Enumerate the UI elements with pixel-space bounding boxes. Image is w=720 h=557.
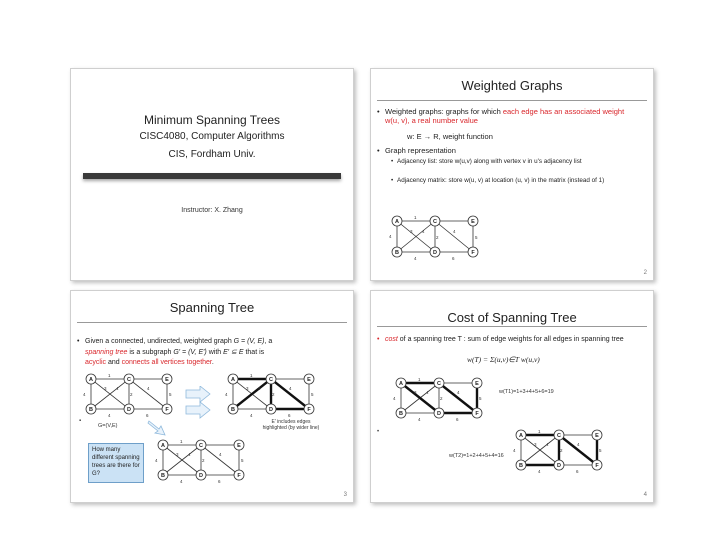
graph-diagram [385,209,485,264]
weight-label: 2 [436,235,439,240]
def-math: G′ = (V, E′) [173,348,207,356]
weight-label: 5 [169,392,172,397]
arrow-icon [184,386,214,420]
weight-label: 4 [422,229,425,234]
bullet-weighted-red: each edge has an associated weight w(u, v), a real number value [385,107,625,125]
question-line: G? [92,471,101,477]
node-label: C [557,433,561,439]
node-label: A [231,377,235,383]
node-label: B [161,473,165,479]
def-term-acyclic: acyclic [85,359,107,366]
slide1-school: CIS, Fordham Univ. [168,149,256,160]
weight-label: 1 [108,373,111,378]
slide3-title: Spanning Tree [169,300,255,315]
graph-G-label: G=(V,E) [98,423,118,429]
weight-label: 1 [180,439,183,444]
node-label: C [199,443,203,449]
node-label: B [89,407,93,413]
weight-label: 3 [410,229,413,234]
node-label: D [269,407,273,413]
node-label: C [437,381,441,387]
sub-bullet-list-text: Adjacency list: store w(u,v) along with vertex v in u's adjacency list [397,158,582,165]
question-box [88,443,144,483]
weight-label: 4 [116,386,119,391]
slide-spanning-tree [70,290,354,503]
weight-label: 3 [104,386,107,391]
bullet-representation: • Graph representation [377,146,456,155]
edges-caption-line: highlighted (by wider line) [262,425,320,431]
down-arrow-icon [147,419,171,437]
graph-spanning-tree [221,371,321,419]
cost-T2: w(T2)=1+2+4+5+4=16 [449,453,504,459]
weight-label: 4 [188,452,191,457]
weight-label: 4 [426,390,429,395]
weight-label: 3 [176,452,179,457]
def-math: G = (V, E) [233,338,265,345]
cost-formula: w(T) = Σ(u,v)∈T w(u,v) [467,355,540,364]
weight-label: 1 [418,377,421,382]
title-rule [377,100,647,101]
cost-definition-text: of a spanning tree T : sum of edge weights for all edges in spanning tree [397,336,624,343]
bullet-dot: • [377,429,380,435]
weight-label: 6 [218,479,221,484]
node-label: B [231,407,235,413]
slide1-instructor: Instructor: X. Zhang [181,207,243,214]
weight-label: 4 [289,386,292,391]
node-label: A [395,219,399,225]
def-part: is a subgraph [127,348,174,356]
weight-label: 4 [108,413,111,418]
weight-label: 4 [180,479,183,484]
weight-label: 4 [225,392,228,397]
cost-term: cost [385,336,398,343]
weight-label: 2 [202,458,205,463]
weight-label: 5 [599,448,602,453]
weight-label: 3 [534,442,537,447]
page-number: 3 [343,492,347,498]
edges-caption-line: E' includes edges [271,419,311,425]
weight-label: 6 [146,413,149,418]
slide4-title: Cost of Spanning Tree [447,310,577,325]
graph-T2 [509,427,609,475]
bullet-representation-text: Graph representation [385,146,456,155]
node-label: E [237,443,241,449]
slide2-title: Weighted Graphs [461,78,563,93]
node-label: C [127,377,131,383]
weight-label: 4 [418,417,421,422]
node-label: B [399,411,403,417]
node-label: F [237,473,241,479]
def-part: . [211,359,214,366]
slide-cost-of-spanning-tree [370,290,654,503]
slide-title [70,68,354,281]
weight-label: 2 [440,396,443,401]
sub-bullet-list: • Adjacency list: store w(u,v) along with vertex v in u's adjacency list [391,158,582,165]
node-label: A [519,433,523,439]
node-label: D [557,463,561,469]
bullet-weighted-text: Weighted graphs: graphs for which [385,107,503,116]
page-number: 2 [643,270,647,276]
weight-label: 4 [457,390,460,395]
node-label: F [165,407,169,413]
slide1-title: Minimum Spanning Trees [143,113,281,127]
weight-label: 4 [389,234,392,239]
node-label: D [127,407,131,413]
def-term-spanning-tree: spanning tree [85,348,128,356]
weight-label: 1 [414,215,417,220]
node-label: D [199,473,203,479]
weight-label: 4 [147,386,150,391]
node-label: A [399,381,403,387]
weight-label: 1 [250,373,253,378]
slide-weighted-graphs [370,68,654,281]
bullet-dot: ▪ [79,418,82,424]
def-part: Given a connected, undirected, weighted graph [85,338,234,345]
def-term-connects: connects all vertices together [121,359,212,366]
node-label: F [475,411,479,417]
node-label: E [307,377,311,383]
weight-label: 6 [288,413,291,418]
weight-label: 4 [155,458,158,463]
definition-text: • Given a connected, undirected, weighted graph G = (V, E), a spanning tree is a subgraph G′ = (V, E′) with E′ ⊆ E that is acyclic and connects all vertices together. [77,338,273,366]
node-label: D [433,250,437,256]
sub-bullet-matrix-text: Adjacency matrix: store w(u, v) at location (u, v) in the matrix (instead of 1) [397,177,605,184]
weight-label: 4 [513,448,516,453]
node-label: B [519,463,523,469]
weight-label: 6 [456,417,459,422]
weight-label: 5 [479,396,482,401]
weight-label: 3 [414,390,417,395]
weight-label: 4 [453,229,456,234]
title-rule [77,322,347,323]
page-number: 4 [643,492,647,498]
cost-T1: w(T1)=1+3+4+5+6=19 [499,389,554,395]
weight-label: 2 [130,392,133,397]
title-rule [377,326,647,327]
weight-label: 4 [83,392,86,397]
node-label: E [165,377,169,383]
node-label: F [595,463,599,469]
weight-label: 4 [258,386,261,391]
def-part: , a [264,338,273,345]
node-label: E [475,381,479,387]
weight-label: 5 [241,458,244,463]
weight-label: 2 [560,448,563,453]
question-line: different spanning [92,455,140,461]
weight-label: 4 [577,442,580,447]
node-label: E [595,433,599,439]
cost-definition: • cost of a spanning tree T : sum of edge weights for all edges in spanning tree [377,336,624,343]
graph-T1 [389,375,489,423]
question-line: How many [92,447,121,453]
node-label: D [437,411,441,417]
weight-label: 1 [538,429,541,434]
node-label: C [433,219,437,225]
question-line: trees are there for [92,463,140,469]
weight-label: 6 [576,469,579,474]
node-label: F [307,407,311,413]
graph-bottom [151,437,251,485]
weight-label: 2 [272,392,275,397]
weight-label: 6 [452,256,455,261]
weight-label: 4 [538,469,541,474]
node-label: E [471,219,475,225]
weight-label: 4 [546,442,549,447]
weight-function: w: E → R, weight function [407,132,493,141]
slide1-course: CISC4080, Computer Algorithms [139,131,285,142]
weight-label: 4 [393,396,396,401]
title-divider [83,173,341,179]
graph-G [79,371,179,419]
def-part: that is [243,348,265,356]
weight-label: 5 [311,392,314,397]
node-label: C [269,377,273,383]
bullet-weighted: • Weighted graphs: graphs for which each edge has an associated weight w(u, v), a real number value [377,107,625,125]
node-label: B [395,250,399,256]
node-label: A [161,443,165,449]
node-label: A [89,377,93,383]
def-part: with [206,348,224,356]
def-math: E′ ⊆ E [223,348,244,356]
node-label: F [471,250,475,256]
def-part: and [106,359,122,366]
weight-label: 5 [475,235,478,240]
sub-bullet-matrix: • Adjacency matrix: store w(u, v) at location (u, v) in the matrix (instead of 1) [391,177,605,184]
weight-label: 4 [250,413,253,418]
edges-caption [246,419,336,431]
weight-label: 4 [414,256,417,261]
weight-label: 4 [219,452,222,457]
weight-label: 3 [246,386,249,391]
